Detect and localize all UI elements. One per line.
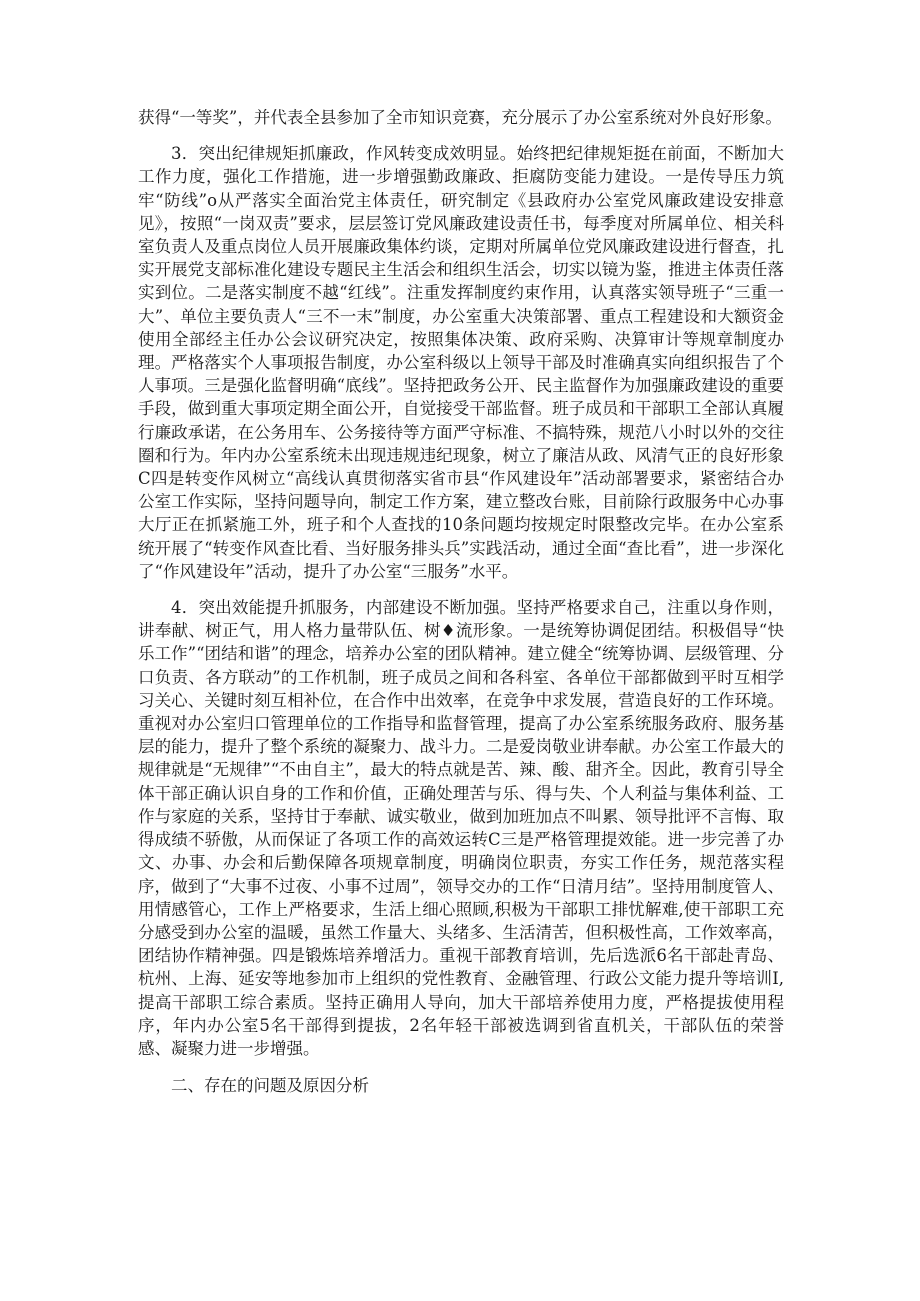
paragraph-discipline: 3．突出纪律规矩抓廉政，作风转变成效明显。始终把纪律规矩挺在前面，不断加大工作力度，强化工作措施，进一步增强勤政廉政、拒腐防变能力建设。一是传导压力筑牢“防线”o从严落实全面治党主体责任，研究制定《县政府办公室党风廉政建设安排意见》，按照“一岗双责”要求，层层签订党风廉政建设责任书，每季度对所属单位、相关科室负责人及重点岗位人员开展廉政集体约谈，定期对所属单位党风廉政建设进行督查，扎实开展党支部标准化建设专题民主生活会和组织生活会，切实以镜为鉴，推进主体责任落实到位。二是落实制度不越“红线”。注重发挥制度约束作用，认真落实领导班子“三重一大”、单位主要负责人“三不一末”制度，办公室重大决策部署、重点工程建设和大额资金使用全部经主任办公会议研究决定，按照集体决策、政府采购、决算审计等规章制度办理。严格落实个人事项报告制度，办公室科级以上领导干部及时准确真实向组织报告了个人事项。三是强化监督明确“底线”。坚持把政务公开、民主监督作为加强廉政建设的重要手段，做到重大事项定期全面公开，自觉接受干部监督。班子成员和干部职工全部认真履行廉政承诺，在公务用车、公务接待等方面严守标准、不搞特殊，规范八小时以外的交往圈和行为。年内办公室系统未出现违规违纪现象，树立了廉洁从政、风清气正的良好形象C四是转变作风树立“高线认真贯彻落实省市县“作风建设年”活动部署要求，紧密结合办公室工作实际，坚持问题导向，制定工作方案，建立整改台账，目前除行政服务中心办事大厅正在抓紧施工外，班子和个人查找的10条问题均按规定时限整改完毕。在办公室系统开展了“转变作风查比看、当好服务排头兵”实践活动，通过全面“查比看”，进一步深化了“作风建设年”活动，提升了办公室“三服务”水平。 [138,144,784,581]
paragraph-continuation: 获得“一等奖”，并代表全县参加了全市知识竞赛，充分展示了办公室系统对外良好形象。 [138,108,782,127]
paragraph-efficiency: 4．突出效能提升抓服务，内部建设不断加强。坚持严格要求自己，注重以身作则，讲奉献、树正气，用人格力量带队伍、树♦流形象。一是统筹协调促团结。积极倡导“快乐工作”“团结和谐”的理念，培养办公室的团队精神。建立健全“统筹协调、层级管理、分口负责、各方联动”的工作机制，班子成员之间和各科室、各单位干部都做到平时互相学习关心、关键时刻互相补位，在合作中出效率，在竞争中求发展，营造良好的工作环境。重视对办公室归口管理单位的工作指导和监督管理，提高了办公室系统服务政府、服务基层的能力，提升了整个系统的凝聚力、战斗力。二是爱岗敬业讲奉献。办公室工作最大的规律就是“无规律”“不由自主”，最大的特点就是苦、辣、酸、甜齐全。因此，教育引导全体干部正确认识自身的工作和价值，正确处理苦与乐、得与失、个人利益与集体利益、工作与家庭的关系，坚持甘于奉献、诚实敬业，做到加班加点不叫累、领导批评不言悔、取得成绩不骄傲，从而保证了各项工作的高效运转C三是严格管理提效能。进一步完善了办文、办事、办会和后勤保障各项规章制度，明确岗位职责，夯实工作任务，规范落实程序，做到了“大事不过夜、小事不过周”，领导交办的工作“日清月结”。坚持用制度管人、用情感管心，工作上严格要求，生活上细心照顾,积极为干部职工排忧解难,使干部职工充分感受到办公室的温暖，虽然工作量大、头绪多、生活清苦，但积极性高，工作效率高，团结协作精神强。四是锻炼培养增活力。重视干部教育培训，先后选派6名干部赴青岛、杭州、上海、延安等地参加市上组织的党性教育、金融管理、行政公文能力提升等培训I,提高干部职工综合素质。坚持正确用人导向，加大干部培养使用力度，严格提拔使用程序，年内办公室5名干部得到提拔，2名年轻干部被选调到省直机关，干部队伍的荣誉感、凝聚力进一步增强。 [138,598,784,1058]
document-body [138,106,784,1097]
section-heading: 二、存在的问题及原因分析 [171,1076,369,1096]
